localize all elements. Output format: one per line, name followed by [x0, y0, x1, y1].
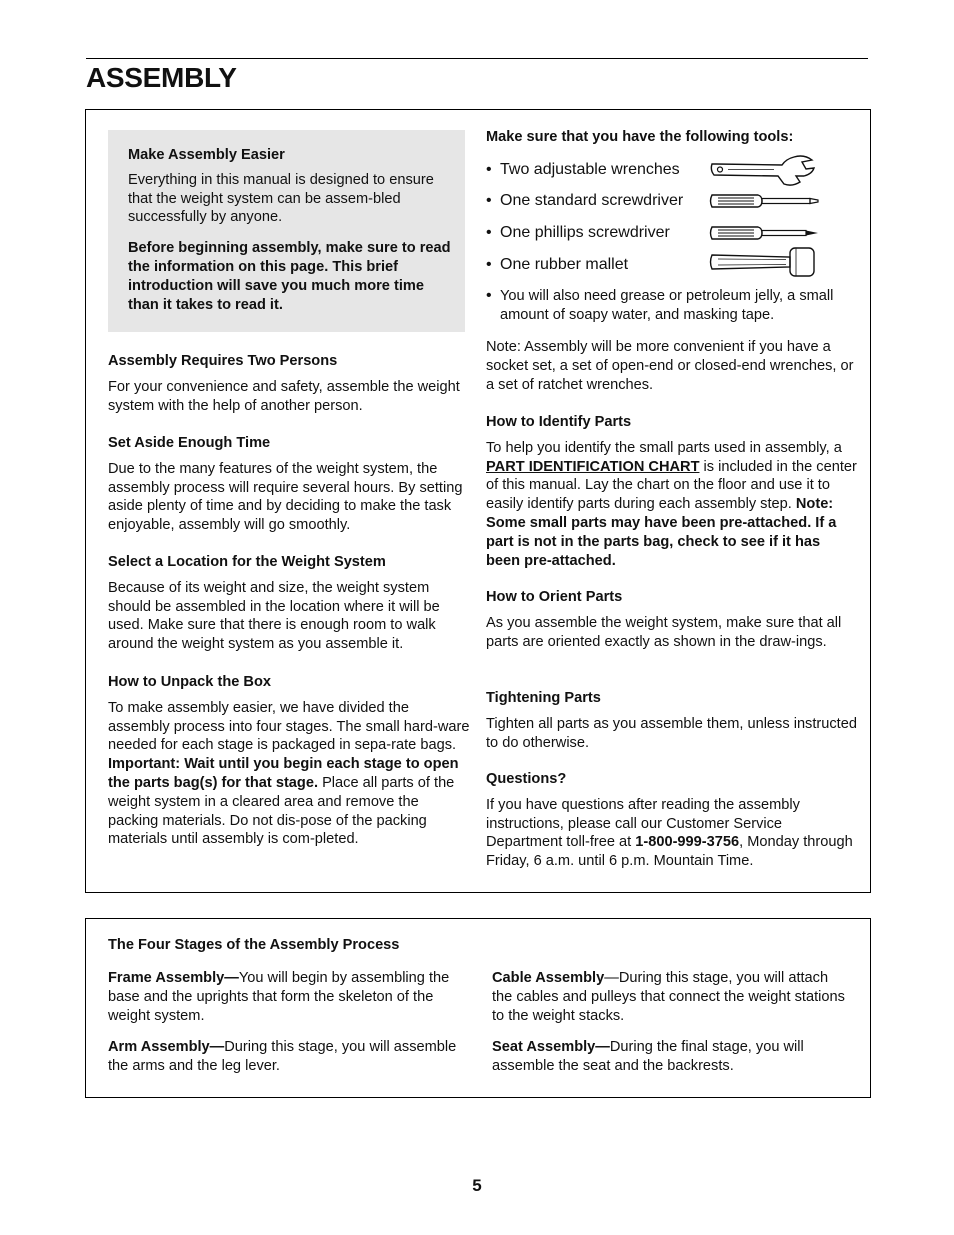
intro-bold-note: Before beginning assembly, make sure to read the information on this page. This brief introduction will save you much more time than it takes to read it. [128, 240, 451, 313]
tools-note [486, 338, 858, 394]
section-body: For your convenience and safety, assemble the weight system with the help of another person. [108, 378, 460, 414]
section-location [108, 553, 470, 654]
stage-name: Seat Assembly— [492, 1039, 610, 1055]
stage-text: During the final stage, you will assemble the seat and the backrests. [492, 1039, 804, 1074]
tools-heading: Make sure that you have the following tools: [486, 129, 794, 145]
identify-text-2: is included in the center of this manual. Lay the chart on the floor and use it to easily identify parts during each assembly step. [486, 458, 857, 513]
note-text: Note: Assembly will be more convenient if you have a socket set, a set of open-end or closed-end wrenches, or a set of ratchet wrenches. [486, 339, 854, 393]
section-heading: Tightening Parts [486, 690, 601, 706]
section-body [108, 699, 470, 849]
identify-note: Note: Some small parts may have been pre-attached. If a part is not in the parts bag, check to see if it has been pre-attached. [486, 496, 837, 569]
stage-text: During this stage, you will assemble the arms and the leg lever. [108, 1039, 457, 1074]
section-unpack [108, 673, 470, 849]
unpack-important: Important: Wait until you begin each stage to open the parts bag(s) for that stage. [108, 756, 459, 791]
tool-item: • Two adjustable wrenches [486, 156, 858, 184]
flat-screwdriver-icon [708, 192, 820, 210]
page-number: 5 [472, 1176, 482, 1195]
section-enough-time [108, 434, 470, 535]
stage-name: Arm Assembly— [108, 1039, 225, 1055]
section-two-persons [108, 352, 470, 415]
tool-label: One standard screwdriver [500, 192, 684, 209]
section-body: Tighten all parts as you assemble them, unless instructed to do otherwise. [486, 715, 857, 751]
stage-text: —During this stage, you will attach the cables and pulleys that connect the weight stations to the weight stacks. [492, 970, 845, 1024]
tools-heading-block [486, 128, 858, 147]
identify-text-1: To help you identify the small parts used in assembly, a [486, 439, 842, 456]
tools-extra: • You will also need grease or petroleum jelly, a small amount of soapy water, and masking tape. [486, 287, 858, 325]
tool-label: Two adjustable wrenches [500, 161, 680, 178]
assembly-stages-box [85, 918, 871, 1098]
questions-text-2: , Monday through Friday, 6 a.m. until 6 p.m. Mountain Time. [486, 834, 853, 870]
section-body: Due to the many features of the weight system, the assembly process will require several hours. By setting aside plenty of time and by deciding to make the task enjoyable, assembly will go smoothly. [108, 460, 463, 534]
section-heading: Questions? [486, 771, 567, 787]
section-identify [486, 413, 858, 570]
section-heading: How to Orient Parts [486, 589, 623, 605]
assembly-info-box [85, 109, 871, 893]
section-body [486, 439, 858, 571]
tool-item: • One standard screwdriver [486, 187, 858, 215]
section-tightening [486, 689, 858, 752]
section-heading: How to Identify Parts [486, 414, 632, 430]
tools-extra-text: You will also need grease or petroleum jelly, a small amount of soapy water, and masking tape. [500, 288, 834, 323]
stage-arm [108, 1038, 468, 1076]
mallet-icon [708, 245, 820, 279]
unpack-text-1: To make assembly easier, we have divided the assembly process into four stages. The small hard-ware needed for each stage is packaged in sepa-rate bags. [108, 699, 470, 754]
section-body: As you assemble the weight system, make sure that all parts are oriented exactly as shown in the draw-ings. [486, 614, 842, 650]
tool-label: One phillips screwdriver [500, 224, 670, 241]
stage-cable [492, 969, 852, 1025]
intro-panel [108, 130, 465, 332]
stage-seat [492, 1038, 852, 1076]
section-questions [486, 770, 858, 871]
stages-heading: The Four Stages of the Assembly Process [108, 937, 400, 953]
page-title: ASSEMBLY [86, 62, 237, 93]
section-heading: Assembly Requires Two Persons [108, 353, 338, 369]
questions-text-1: If you have questions after reading the assembly instructions, please call our Customer Service Department toll-free at [486, 796, 800, 851]
phillips-screwdriver-icon [708, 224, 820, 242]
section-heading: Set Aside Enough Time [108, 435, 271, 451]
wrench-icon [708, 154, 816, 186]
stage-name: Cable Assembly [492, 970, 605, 986]
unpack-text-2: Place all parts of the weight system in a cleared area and remove the packing materials. Do not dis-pose of the packing materials until assembly is com-pleted. [108, 774, 455, 848]
stage-name: Frame Assembly— [108, 970, 239, 986]
tool-item: • One phillips screwdriver [486, 219, 858, 247]
intro-body: Everything in this manual is designed to ensure that the weight system can be assem-bled successfully by anyone. [128, 171, 434, 226]
stages-heading-block [108, 936, 848, 955]
section-heading: Select a Location for the Weight System [108, 554, 386, 570]
section-orient [486, 588, 858, 651]
header-rule [86, 58, 868, 59]
tool-label: One rubber mallet [500, 256, 629, 273]
stage-text: You will begin by assembling the base and the uprights that form the skeleton of the weight system. [108, 970, 450, 1024]
section-body: Because of its weight and size, the weight system should be assembled in the location where it will be used. Make sure that there is enough room to walk around the weight system as you assemble it. [108, 579, 440, 653]
phone-number: 1-800-999-3756 [635, 834, 740, 851]
intro-heading: Make Assembly Easier [128, 147, 285, 163]
tool-item: • One rubber mallet [486, 251, 858, 279]
tools-list [486, 156, 858, 286]
section-body [486, 796, 858, 871]
part-identification-chart-ref: PART IDENTIFICATION CHART [486, 458, 700, 475]
section-heading: How to Unpack the Box [108, 674, 271, 690]
stage-frame [108, 969, 468, 1025]
